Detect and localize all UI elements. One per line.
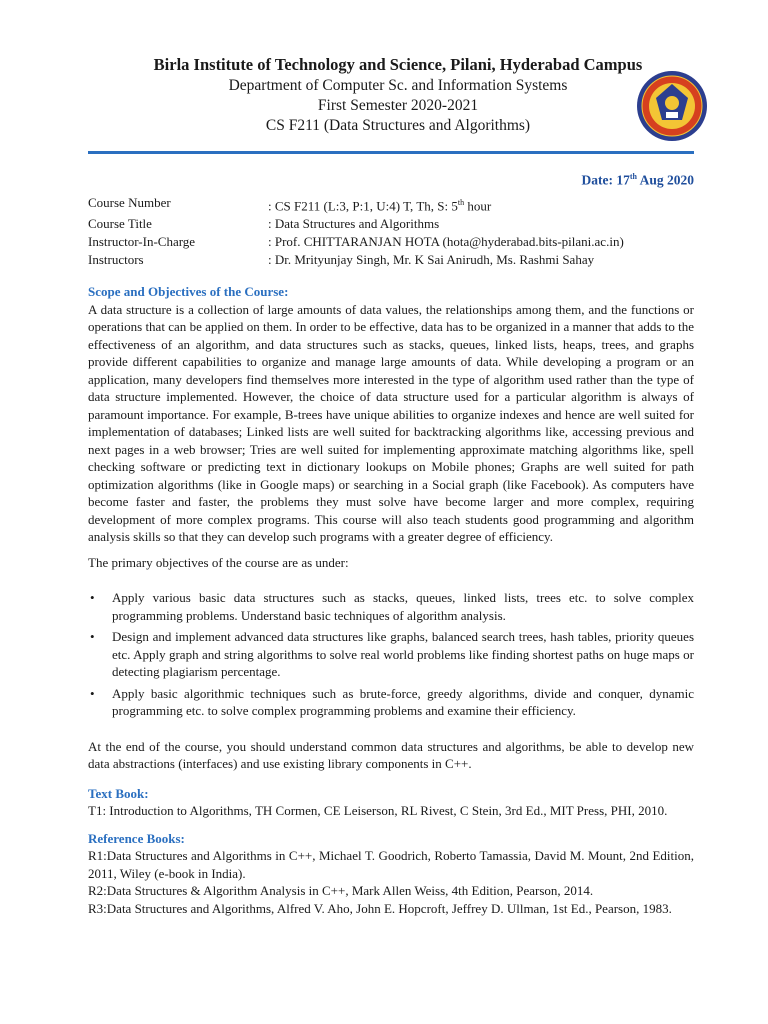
info-row-course-number (88, 194, 624, 215)
course-name: CS F211 (Data Structures and Algorithms) (265, 117, 531, 134)
info-value: : Prof. CHITTARANJAN HOTA (hota@hyderabad.bits-pilani.ac.in) (268, 234, 624, 250)
info-row-instructors (88, 251, 624, 269)
info-label: Course Number (88, 195, 171, 210)
info-label: Instructor-In-Charge (88, 234, 196, 250)
course-info-table (88, 194, 624, 269)
objectives-list (88, 589, 694, 720)
semester: First Semester 2020-2021 (317, 97, 479, 114)
list-item: • Apply basic algorithmic techniques such as brute-force, greedy algorithms, divide and conquer, dynamic programming etc. to solve complex programming problems and examine their efficiency. (90, 685, 694, 718)
department-name: Department of Computer Sc. and Information Systems (228, 77, 568, 94)
reference-entry: R1:Data Structures and Algorithms in C++, Michael T. Goodrich, Roberto Tamassia, David M. Mount, 2nd Edition, 2011, Wiley (e-book in India). (88, 848, 694, 881)
info-label: Instructors (88, 252, 144, 268)
document-body (88, 283, 694, 917)
reference-entry: R3:Data Structures and Algorithms, Alfred V. Aho, John E. Hopcroft, Jeffrey D. Ullman, 1st Ed., Pearson, 1983. (88, 900, 672, 916)
institute-name: Birla Institute of Technology and Science, Pilani, Hyderabad Campus (153, 55, 643, 74)
document-date: Date: 17th Aug 2020 (581, 172, 694, 188)
conclusion-paragraph: At the end of the course, you should understand common data structures and algorithms, be able to develop new data abstractions (interfaces) and use existing library components in C++. (88, 738, 694, 771)
scope-heading: Scope and Objectives of the Course: (88, 284, 289, 299)
bullet-icon: • (90, 685, 95, 701)
info-row-instructor-in-charge (88, 233, 624, 251)
reference-heading: Reference Books: (88, 830, 185, 846)
scope-paragraph: A data structure is a collection of large amounts of data values, the relationships among them, and the functions or operations that can be applied on them. In order to be effective, data has to be organized in a manner that adds to the effectiveness of an algorithm, and data structures such as stacks, queues, linked lists, heaps, trees, and graphs provide different capabilities to organize and manage large amounts of data. While developing a program or an application, many developers find themselves more interested in the type of algorithm used rather than the type of data structure implemented. However, the choice of data structure used for a particular algorithm is always of paramount importance. For example, B-trees have unique abilities to organize indexes and hence are well suited for implementation of databases; Linked lists are well suited for backtracking algorithms like, accessing previous and next pages in a web browser; Tries are well suited for implementing approximate matching algorithms like, spell checking software or predicting text in dictionary lookups on Mobile phones; Graphs are well suited for path optimization algorithms (like in Google maps) or searching in a Social graph (like Facebook). As computers have become faster and faster, the problems they must solve have become larger and more complex, requiring development of more complex programs. This course will also teach students good programming and algorithm analysis skills so that they can develop such programs with a greater degree of efficiency. (88, 301, 694, 544)
info-value: : Dr. Mrityunjay Singh, Mr. K Sai Anirudh, Ms. Rashmi Sahay (268, 252, 595, 268)
info-value: : Data Structures and Algorithms (268, 216, 440, 232)
reference-entry: R2:Data Structures & Algorithm Analysis in C++, Mark Allen Weiss, 4th Edition, Pearson, 2014. (88, 883, 594, 898)
bullet-icon: • (90, 629, 95, 644)
info-label: Course Title (88, 216, 152, 232)
info-row-course-title (88, 215, 624, 233)
objectives-intro: The primary objectives of the course are as under: (88, 554, 349, 570)
bits-logo-icon (636, 70, 708, 142)
info-value: : CS F211 (L:3, P:1, U:4) T, Th, S: 5th hour (268, 198, 492, 214)
list-item: • Design and implement advanced data structures like graphs, balanced search trees, hash tables, priority queues etc. Apply graph and string algorithms to solve real world problems like finding shortest paths on huge maps or detecting plagiarism percentage. (90, 629, 694, 679)
document-header (88, 54, 708, 136)
list-item: • Apply various basic data structures such as stacks, queues, linked lists, trees etc. to solve complex programming problems. Understand basic techniques of algorithm analysis. (90, 590, 694, 623)
textbook-entry: T1: Introduction to Algorithms, TH Cormen, CE Leiserson, RL Rivest, C Stein, 3rd Ed., MIT Press, PHI, 2010. (88, 803, 668, 818)
header-divider (88, 151, 694, 154)
bullet-icon: • (90, 590, 95, 605)
textbook-heading: Text Book: (88, 785, 149, 801)
